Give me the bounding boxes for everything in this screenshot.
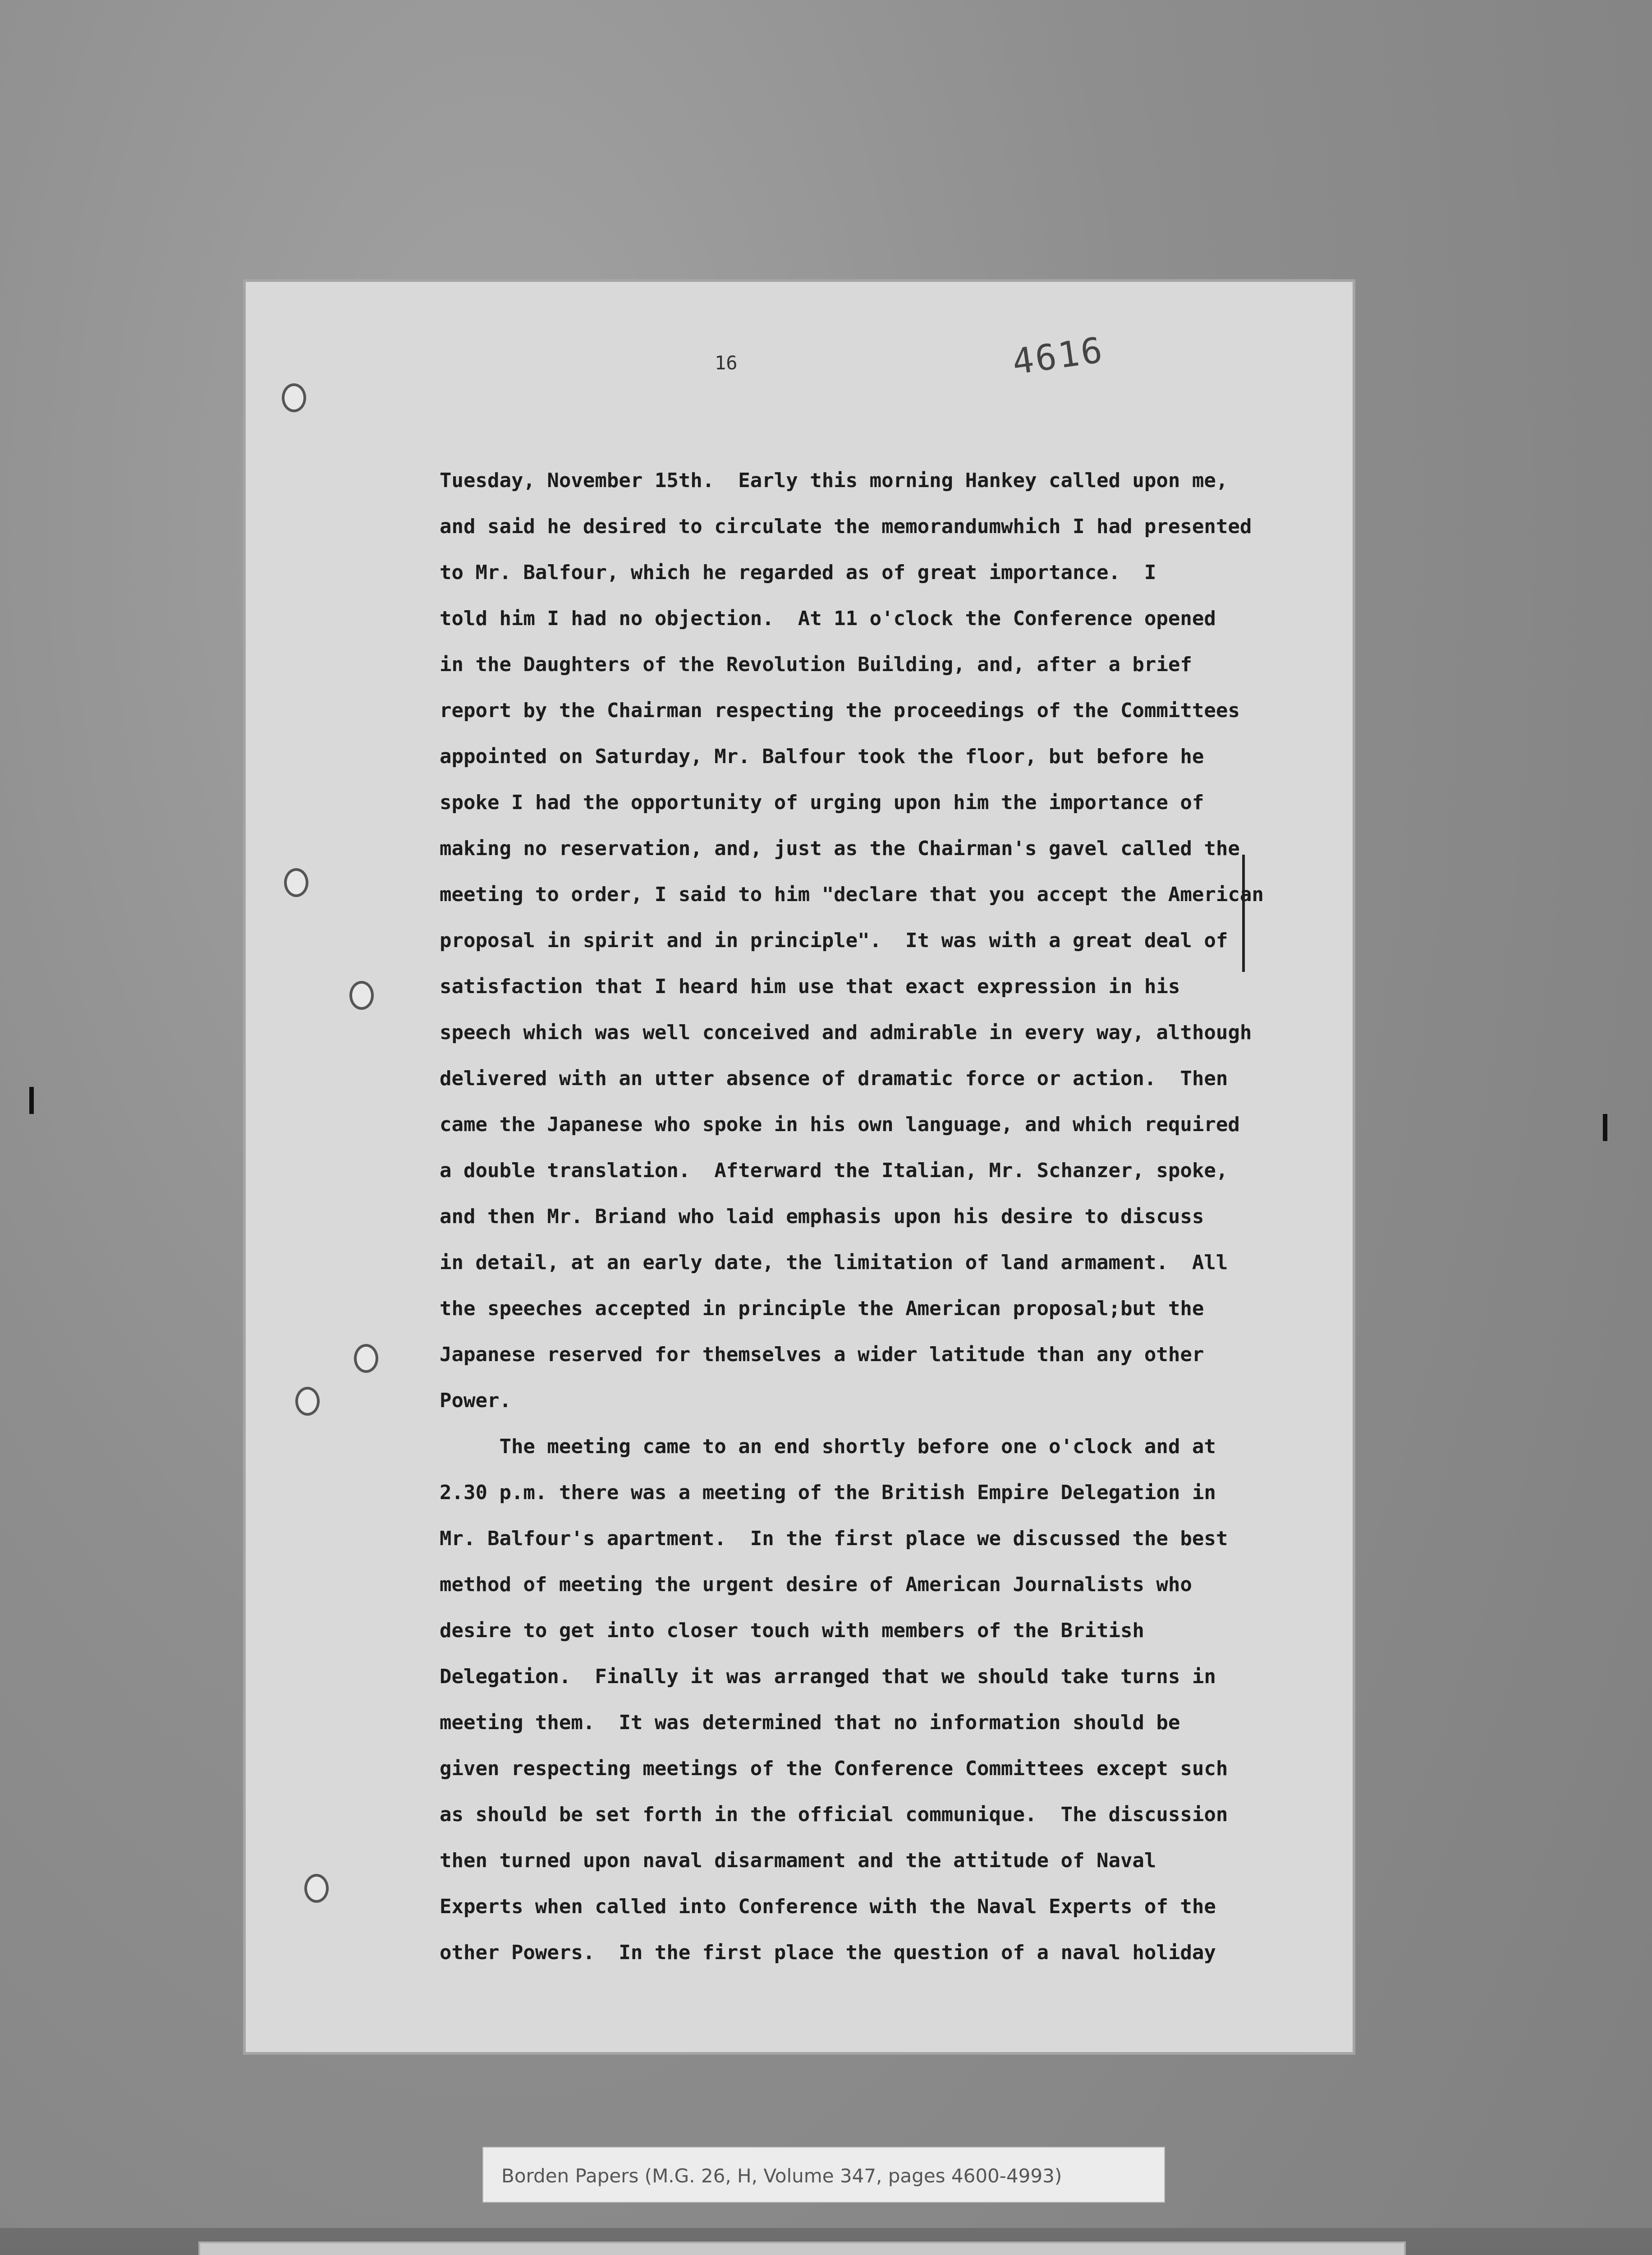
punch-hole-5 [295, 1387, 320, 1416]
text-line: the speeches accepted in principle the American proposal;but the [440, 1297, 1204, 1320]
punch-hole-3 [349, 981, 374, 1010]
text-line: speech which was well conceived and admirable in every way, although [440, 1021, 1252, 1044]
text-line: 2.30 p.m. there was a meeting of the British Empire Delegation in [440, 1481, 1216, 1504]
text-line: Experts when called into Conference with the Naval Experts of the [440, 1895, 1216, 1918]
punch-hole-6 [304, 1874, 329, 1903]
text-line: meeting them. It was determined that no information should be [440, 1711, 1180, 1734]
film-edge-mark-left [29, 1087, 34, 1114]
text-line: satisfaction that I heard him use that exact expression in his [440, 975, 1180, 998]
text-line: other Powers. In the first place the question of a naval holiday [440, 1941, 1216, 1964]
archives-stamp [198, 2241, 1406, 2255]
text-line: in detail, at an early date, the limitation of land armament. All [440, 1251, 1228, 1274]
text-line: Power. [440, 1389, 511, 1412]
text-line: in the Daughters of the Revolution Building, and, after a brief [440, 653, 1192, 676]
text-line: The meeting came to an end shortly before one o'clock and at [440, 1435, 1216, 1458]
text-line: spoke I had the opportunity of urging upon him the importance of [440, 791, 1204, 814]
text-line: then turned upon naval disarmament and the attitude of Naval [440, 1849, 1156, 1872]
text-line: given respecting meetings of the Conference Committees except such [440, 1757, 1228, 1780]
text-line: came the Japanese who spoke in his own language, and which required [440, 1113, 1240, 1136]
text-line: proposal in spirit and in principle". It was with a great deal of [440, 929, 1228, 952]
text-line: as should be set forth in the official communique. The discussion [440, 1803, 1228, 1826]
punch-hole-1 [282, 383, 306, 412]
text-line: method of meeting the urgent desire of American Journalists who [440, 1573, 1192, 1596]
text-line: making no reservation, and, just as the Chairman's gavel called the [440, 837, 1240, 860]
text-line: report by the Chairman respecting the proceedings of the Committees [440, 699, 1240, 722]
text-line: Tuesday, November 15th. Early this morning Hankey called upon me, [440, 469, 1228, 492]
document-page [246, 282, 1353, 2052]
typed-body-text [440, 458, 1287, 1976]
folio-stamp: 4616 [1010, 330, 1107, 383]
page-number: 16 [715, 352, 738, 374]
punch-hole-2 [284, 868, 308, 897]
text-line: Japanese reserved for themselves a wider latitude than any other [440, 1343, 1204, 1366]
text-line: and then Mr. Briand who laid emphasis upon his desire to discuss [440, 1205, 1204, 1228]
text-line: and said he desired to circulate the memorandumwhich I had presented [440, 515, 1252, 538]
text-line: delivered with an utter absence of dramatic force or action. Then [440, 1067, 1228, 1090]
text-line: to Mr. Balfour, which he regarded as of great importance. I [440, 561, 1156, 584]
text-line: Delegation. Finally it was arranged that we should take turns in [440, 1665, 1216, 1688]
reference-text: Borden Papers (M.G. 26, H, Volume 347, pages 4600-4993) [501, 2165, 1062, 2187]
text-line: meeting to order, I said to him "declare that you accept the American [440, 883, 1264, 906]
text-line: told him I had no objection. At 11 o'clock the Conference opened [440, 607, 1216, 630]
punch-hole-4 [354, 1344, 378, 1373]
reference-slip [482, 2147, 1165, 2203]
text-line: desire to get into closer touch with members of the British [440, 1619, 1144, 1642]
text-line: appointed on Saturday, Mr. Balfour took the floor, but before he [440, 745, 1204, 768]
film-edge-mark-right [1603, 1114, 1607, 1141]
text-line: Mr. Balfour's apartment. In the first place we discussed the best [440, 1527, 1228, 1550]
text-line: a double translation. Afterward the Italian, Mr. Schanzer, spoke, [440, 1159, 1228, 1182]
